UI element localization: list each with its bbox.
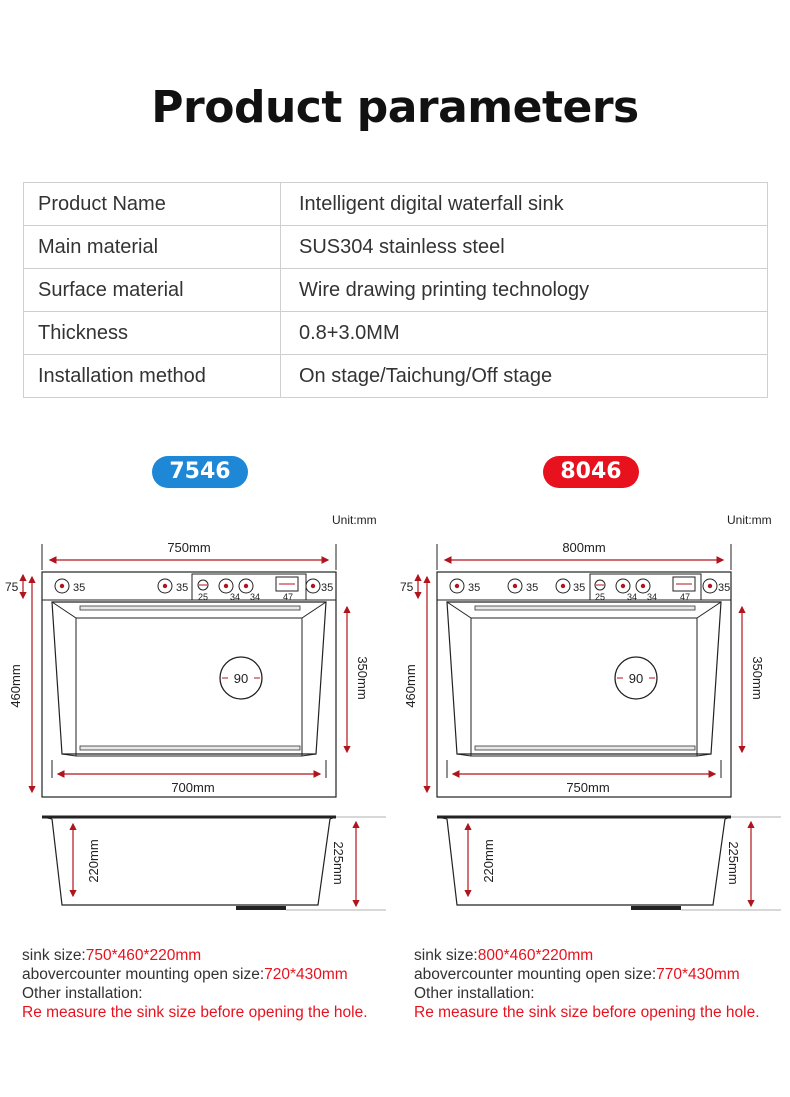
param-value: Wire drawing printing technology [281, 269, 768, 312]
drain-label: 90 [233, 671, 249, 686]
hole-label: 35 [573, 582, 586, 594]
table-row [24, 355, 768, 398]
dim-height-left: 460mm [403, 664, 418, 708]
size-value: 750*460*220mm [85, 947, 202, 964]
param-value: Intelligent digital waterfall sink [281, 183, 768, 226]
table-row [24, 312, 768, 355]
hole-label: 47 [680, 592, 691, 602]
table-row [24, 183, 768, 226]
parameters-table [23, 182, 768, 398]
param-label: Installation method [24, 355, 281, 398]
dim-height-left: 460mm [8, 664, 23, 708]
hole-label: 25 [198, 592, 209, 602]
page-title: Product parameters [151, 82, 639, 133]
param-label: Product Name [24, 183, 281, 226]
param-value: On stage/Taichung/Off stage [281, 355, 768, 398]
param-value: SUS304 stainless steel [281, 226, 768, 269]
spec-notes-7546 [22, 946, 368, 1022]
spec-notes-8046 [414, 946, 760, 1022]
param-label: Thickness [24, 312, 281, 355]
hole-label: 35 [73, 582, 86, 594]
size-label: sink size: [414, 947, 478, 964]
dim-depth-left: 75 [400, 580, 414, 594]
other-installation: Other installation: [22, 985, 143, 1002]
dim-outer-depth: 225mm [331, 841, 346, 885]
dim-bottom-width: 750mm [566, 780, 610, 795]
param-label: Surface material [24, 269, 281, 312]
sink-diagram-8046 [395, 530, 790, 915]
dim-inner-depth: 220mm [86, 839, 101, 883]
dim-height-right: 350mm [355, 656, 370, 700]
hole-label: 47 [283, 592, 294, 602]
unit-label: Unit:mm [727, 513, 772, 527]
sink-diagram-7546 [0, 530, 395, 915]
hole-label: 35 [176, 582, 189, 594]
table-row [24, 226, 768, 269]
size-label: sink size: [22, 947, 86, 964]
dim-bottom-width: 700mm [171, 780, 215, 795]
dim-inner-depth: 220mm [481, 839, 496, 883]
dim-height-right: 350mm [750, 656, 765, 700]
param-label: Main material [24, 226, 281, 269]
dim-outer-depth: 225mm [726, 841, 741, 885]
table-row [24, 269, 768, 312]
model-badge-8046: 8046 [543, 456, 639, 488]
hole-label: 34 [230, 592, 241, 602]
open-size-label: abovercounter mounting open size: [414, 966, 657, 983]
open-size-value: 720*430mm [264, 966, 348, 983]
dim-top-width: 750mm [167, 540, 211, 555]
other-installation: Other installation: [414, 985, 535, 1002]
hole-label: 34 [627, 592, 638, 602]
drain-label: 90 [628, 671, 644, 686]
dim-depth-left: 75 [5, 580, 19, 594]
hole-label: 25 [595, 592, 606, 602]
hole-label: 35 [526, 582, 539, 594]
hole-label: 34 [647, 592, 658, 602]
hole-label: 35 [321, 582, 334, 594]
size-value: 800*460*220mm [477, 947, 594, 964]
unit-label: Unit:mm [332, 513, 377, 527]
param-value: 0.8+3.0MM [281, 312, 768, 355]
model-badge-7546: 7546 [152, 456, 248, 488]
open-size-label: abovercounter mounting open size: [22, 966, 265, 983]
hole-label: 34 [250, 592, 261, 602]
hole-label: 35 [468, 582, 481, 594]
measure-note: Re measure the sink size before opening the hole. [22, 1004, 368, 1021]
measure-note: Re measure the sink size before opening the hole. [414, 1004, 760, 1021]
hole-label: 35 [718, 582, 731, 594]
open-size-value: 770*430mm [656, 966, 740, 983]
dim-top-width: 800mm [562, 540, 606, 555]
